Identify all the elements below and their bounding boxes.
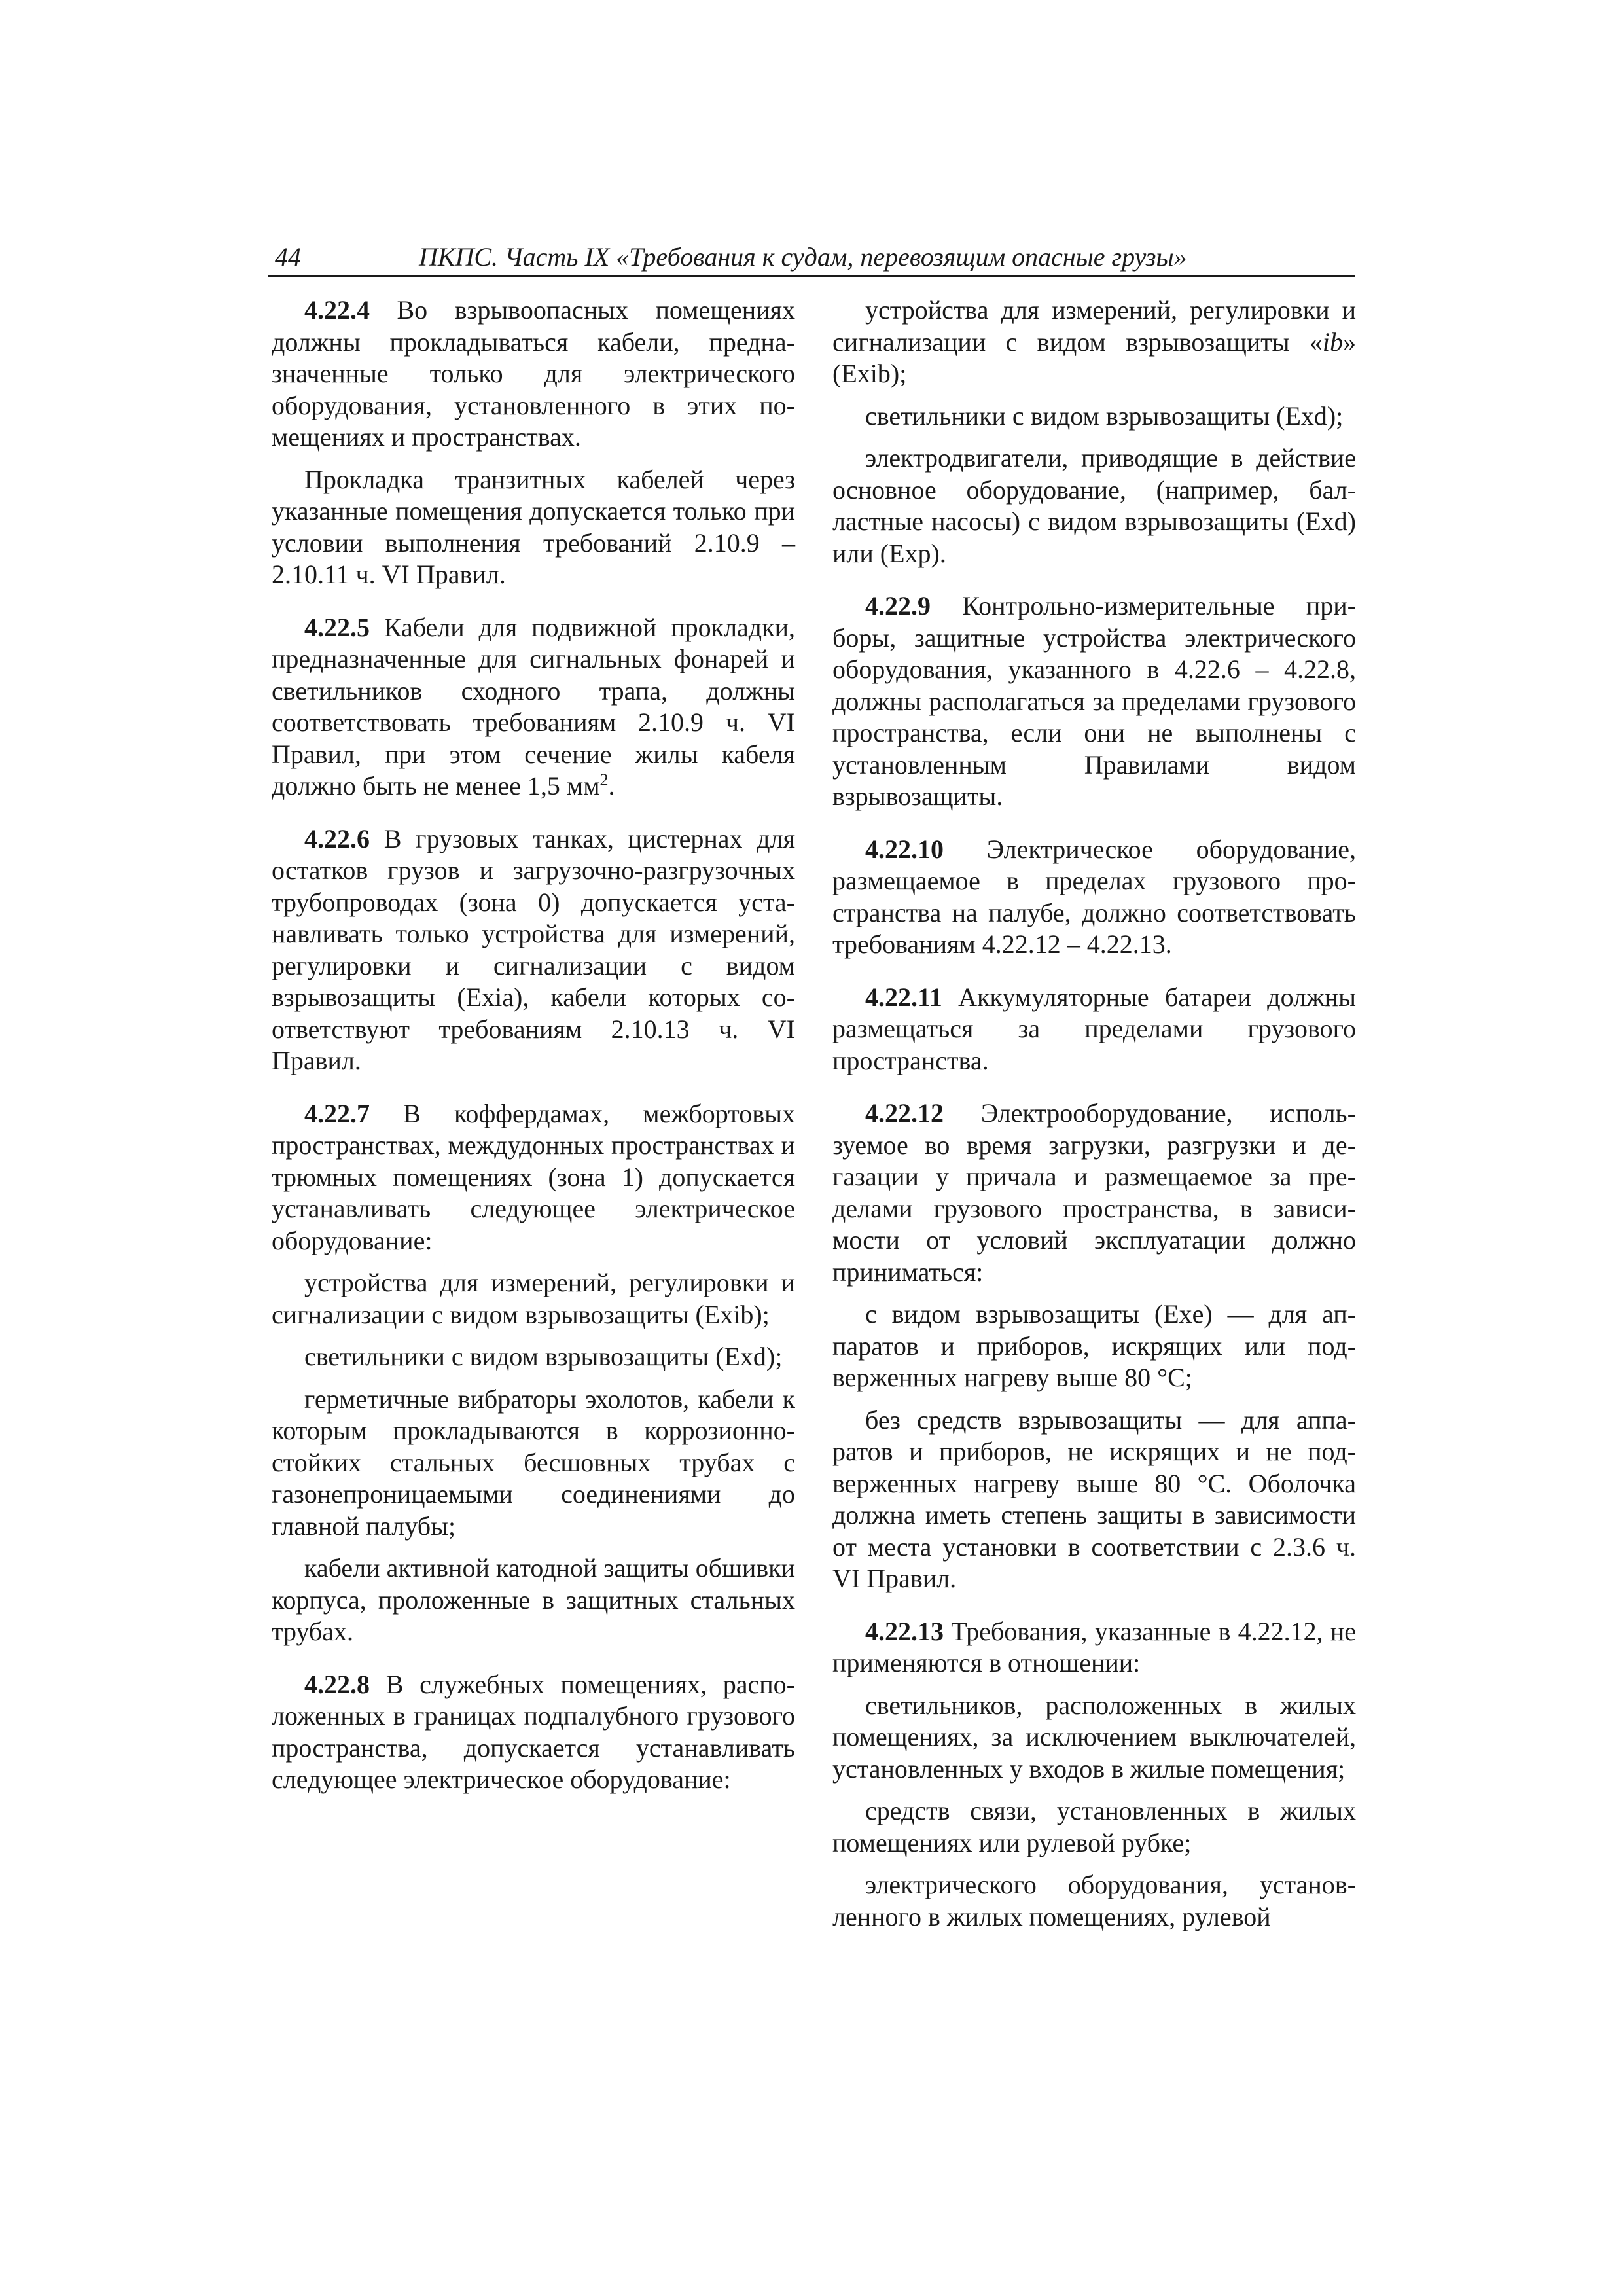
paragraph-tail: . [608,771,615,800]
paragraph-text: В грузовых танках, цистернах для остатков грузов и загрузочно-разгрузочных трубопроводах (зона 0) допускается устанавливать только устройства для измерений, регулировки и сигнализации с видом взрывозащиты (Exia), кабели которых соответствуют требованиям 2.10.13 ч. VI Правил. [272,823,795,1075]
paragraph-4-22-12 [832,1098,1356,1288]
section-number: 4.22.9 [865,591,931,620]
section-number: 4.22.13 [865,1616,944,1646]
list-item: средств связи, установленных в жилых помещениях или рулевой рубке; [832,1796,1356,1857]
paragraph-transit-cables: Прокладка транзитных кабелей через указанные помещения допускается только при условии выполнения требований 2.10.9 – 2.10.11 ч. VI Правил. [272,464,795,589]
section-number: 4.22.5 [304,612,370,642]
paragraph-4-22-10 [832,834,1356,961]
paragraph-4-22-4 [272,295,795,454]
paragraph-text: Требования, указанные в 4.22.12, не применяются в отношении: [832,1616,1356,1677]
list-item-text: » (Exib); [832,327,1356,388]
section-number: 4.22.8 [304,1669,370,1699]
paragraph-text: Контрольно-измерительные приборы, защитные устройства электрического оборудования, указанного в 4.22.6 – 4.22.8, должны располагаться за пределами грузового пространства, если они не выполнены с установленным Правилами видом взрывозащиты. [832,591,1356,811]
header-rule [268,275,1355,277]
left-column [272,295,795,1796]
paragraph-4-22-5 [272,612,795,802]
superscript: 2 [599,770,609,789]
paragraph-4-22-6 [272,823,795,1077]
list-item: герметичные вибраторы эхолотов, кабели к которым прокладываются в коррозионно-стойких стальных бесшовных трубах с газонепроницаемыми соединениями до главной палубы; [272,1384,795,1541]
list-item-text: устройства для измерений, регулировки и сигнализации с видом взрывозащиты « [832,295,1356,357]
paragraph-text: Во взрывоопасных помещениях должны прокладываться кабели, предназначенные только для электрического оборудования, установленного в этих помещениях и пространствах. [272,295,795,452]
list-item: светильники с видом взрывозащиты (Exd); [865,401,1344,431]
paragraph-text: Аккумуляторные батареи должны размещаться за пределами грузового пространства. [832,982,1356,1075]
list-item: электродвигатели, приводящие в действие основное оборудование, (например, бал-ластные насосы) с видом взрывозащиты (Exd) или (Exp). [832,443,1356,568]
list-item: без средств взрывозащиты — для аппаратов и приборов, не искрящих и не подверженных нагреву выше 80 °С. Оболочка должна иметь степень защиты в зависимости от места установки в соответствии с 2.3.6 ч. VI Правил. [832,1405,1356,1593]
section-number: 4.22.11 [865,982,942,1012]
right-column [832,295,1356,1933]
paragraph-text: В служебных помещениях, расположенных в границах подпалубного грузового пространства, допускается устанавливать следующее электрическое оборудование: [272,1669,795,1794]
paragraph-text: Кабели для подвижной прокладки, предназначенные для сигнальных фонарей и светильников сходного трапа, должны соответствовать требованиям 2.10.9 ч. VI Правил, при этом сечение жилы кабеля должно быть не менее 1,5 мм [272,612,795,800]
list-item [832,295,1356,390]
section-number: 4.22.6 [304,823,370,853]
paragraph-4-22-11 [832,982,1356,1077]
paragraph-text: Электрооборудование, используемое во время загрузки, разгрузки и дегазации у причала и размещаемое за пределами грузового пространства, в зависимости от условий эксплуатации должно приниматься: [832,1098,1356,1287]
paragraph-4-22-7 [272,1098,795,1257]
running-header [268,241,1355,274]
list-item: кабели активной катодной защиты обшивки корпуса, проложенные в защитных стальных трубах. [272,1553,795,1646]
list-item: электрического оборудования, установленного в жилых помещениях, рулевой [832,1870,1356,1931]
section-number: 4.22.12 [865,1098,944,1128]
section-number: 4.22.4 [304,295,370,325]
list-item: светильников, расположенных в жилых помещениях, за исключением выключателей, установленных у входов в жилые помещения; [832,1690,1356,1784]
paragraph-4-22-9 [832,590,1356,813]
paragraph-text: Электрическое оборудование, размещаемое в пределах грузового пространства на палубе, должно соответствовать требованиям 4.22.12 – 4.22.13. [832,834,1356,959]
paragraph-4-22-8 [272,1669,795,1796]
italic-text: ib [1322,327,1343,357]
paragraph-4-22-13 [832,1616,1356,1679]
section-number: 4.22.10 [865,834,944,864]
list-item: устройства для измерений, регулировки и сигнализации с видом взрывозащиты (Exib); [272,1268,795,1329]
list-item: с видом взрывозащиты (Exe) — для аппаратов и приборов, искрящих или подверженных нагреву выше 80 °С; [832,1299,1356,1392]
page-number: 44 [275,242,301,272]
section-number: 4.22.7 [304,1098,370,1128]
list-item: светильники с видом взрывозащиты (Exd); [304,1342,783,1371]
running-title: ПКПС. Часть IX «Требования к судам, перевозящим опасные грузы» [419,242,1187,272]
paragraph-text: В коффердамах, межбортовых пространствах, междудонных пространствах и трюмных помещениях (зона 1) допускается устанавливать следующее электрическое оборудование: [272,1098,795,1255]
